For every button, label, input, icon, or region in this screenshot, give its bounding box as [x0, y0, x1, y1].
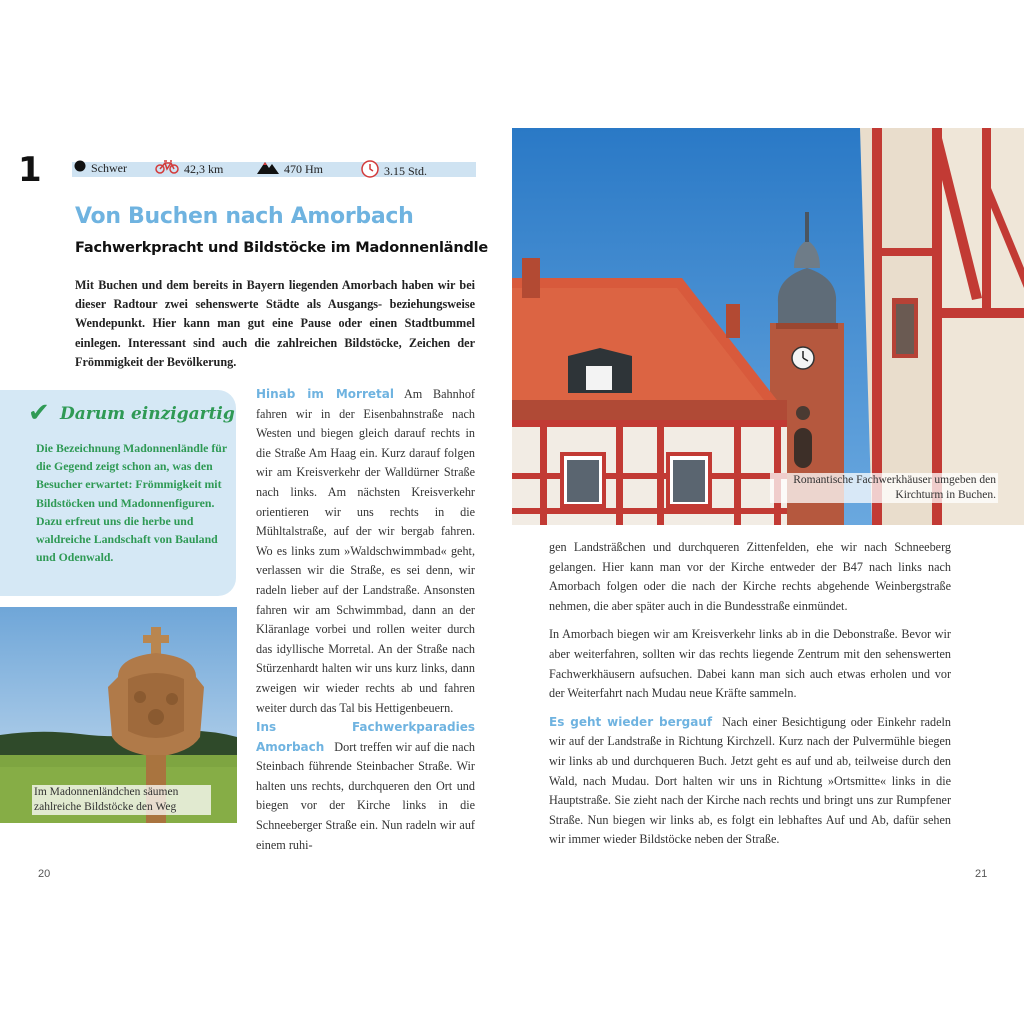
checkmark-icon: ✔ [28, 398, 50, 428]
stat-elevation [257, 160, 323, 178]
stat-distance [155, 160, 223, 178]
difficulty-dot-icon [74, 160, 86, 176]
paragraph-amorbach: In Amorbach biegen wir am Kreisverkehr links ab in die Debonstraße. Bevor wir aber weiterfahren, sollten wir das rechts liegende Zentrum mit den sehenswerten Fachwerkhäusern aufsuchen. Dabei kann man sich auch etwas erholen und vor der Weiterfahrt nach Mudau neue Kräfte sammeln. [549, 627, 951, 701]
section-heading-morretal: Hinab im Morretal [256, 387, 394, 401]
distance-value: 42,3 km [184, 161, 224, 176]
page-subtitle: Fachwerkpracht und Bildstöcke im Madonnenländle [75, 240, 489, 256]
section-heading-bergauf: Es geht wieder bergauf [549, 714, 713, 729]
section-heading-fachwerkparadies: Ins Fachwerkparadies Amorbach [256, 720, 475, 754]
page-number-right: 21 [975, 868, 988, 880]
duration-value: 3.15 Std. [384, 163, 428, 178]
page-number-left: 20 [38, 868, 51, 880]
highlight-heading: Darum einzigartig [60, 404, 235, 424]
stat-duration [361, 160, 427, 182]
paragraph-text: Dort treffen wir auf die nach Steinbach führende Steinbacher Straße. Wir halten uns rechts, durchqueren den Ort und biegen vor der Kirche links in die Schneeberger Straße ein. Nun radeln wir auf einem ruhi- [256, 739, 475, 852]
elevation-value: 470 Hm [284, 161, 323, 176]
paragraph-fachwerkparadies [256, 718, 475, 855]
paragraph-zittenfelden: gen Landsträßchen und durchqueren Zittenfelden, ehe wir nach Schneeberg gelangen. Hier kann man vor der Kirche entweder der B47 nach links nach Amorbach folgen oder die nach der Kirche rechts abgehende Weinbergstraße nehmen, die aber später auch in die Bundesstraße einmündet. [549, 540, 951, 613]
paragraph-text: Nach einer Besichtigung oder Einkehr radeln wir auf der Landstraße in Richtung Kirchzell. Kurz nach der Pulvermühle biegen wir links ab und durchqueren Buch. Jetzt geht es auf und ab, teilweise durch den Wald, nach Mudau. Dort halten wir uns in Richtung »Ortsmitte« links in die Hauptstraße. Sie zieht nach der Kirche nach rechts und bringt uns zur Rumpfener Straße. Nun biegen wir links ab, es folgt ein lebhaftes Auf und Ab, dafür sehen wir immer wieder Bildstöcke neben der Straße. [549, 714, 951, 847]
tour-number: 1 [18, 150, 42, 190]
body-column-left-page [256, 385, 475, 855]
paragraph-morretal [256, 385, 475, 718]
wayside-shrine-photo [0, 607, 237, 823]
body-column-right-page [549, 538, 951, 859]
paragraph-text: Am Bahnhof fahren wir in der Eisenbahnstraße nach Westen und biegen gleich darauf rechts in die Straße Am Haag ein. Kurz darauf folgen wir am Kreisverkehr der Walldürner Straße nach links. Am nächsten Kreisverkehr orientieren wir uns rechts in die Mühltalstraße, auf der wir bergab fahren. Wo es links zum »Waldschwimmbad« geht, verlassen wir die Straße, es sei denn, wir radeln lieber auf der Landstraße. Ansonsten fahren wir am Schwimmbad, dann an der Kläranlage vorbei und rollen weiter durch das idyllische Morretal. An der Straße nach Stürzenhardt halten wir uns kurz links, dann zweigen wir wieder rechts ab und fahren weiter durch das Tal bis Hettigenbeuern. [256, 387, 475, 715]
highlight-text: Die Bezeichnung Madonnenländle für die Gegend zeigt schon an, was den Besucher erwartet: Frömmigkeit mit Bildstöcken und Madonnenfiguren. Dazu erfreut uns die herbe und waldreiche Landschaft von Bauland und Odenwald. [36, 441, 227, 565]
buchen-church-photo [512, 128, 1024, 525]
left-photo-caption: Im Madonnenländchen säumen zahlreiche Bildstöcke den Weg [32, 785, 211, 815]
page-title: Von Buchen nach Amorbach [75, 204, 414, 229]
stat-difficulty [74, 160, 127, 176]
clock-icon [361, 160, 379, 182]
difficulty-label: Schwer [91, 160, 127, 175]
mountain-icon [257, 160, 279, 178]
bicycle-icon [155, 160, 179, 178]
intro-paragraph: Mit Buchen und dem bereits in Bayern liegenden Amorbach haben wir bei dieser Radtour zwei sehenswerte Städte als Ausgangs- beziehungsweise Wendepunkt. Hier kann man gut eine Pause oder einen Stadtbummel einlegen. Interessant sind auch die zahlreichen Bildstöcke, Zeichen der Frömmigkeit der Bevölkerung. [75, 278, 475, 369]
right-photo-caption: Romantische Fachwerkhäuser umgeben den Kirchturm in Buchen. [770, 473, 998, 503]
paragraph-bergauf [549, 713, 951, 850]
